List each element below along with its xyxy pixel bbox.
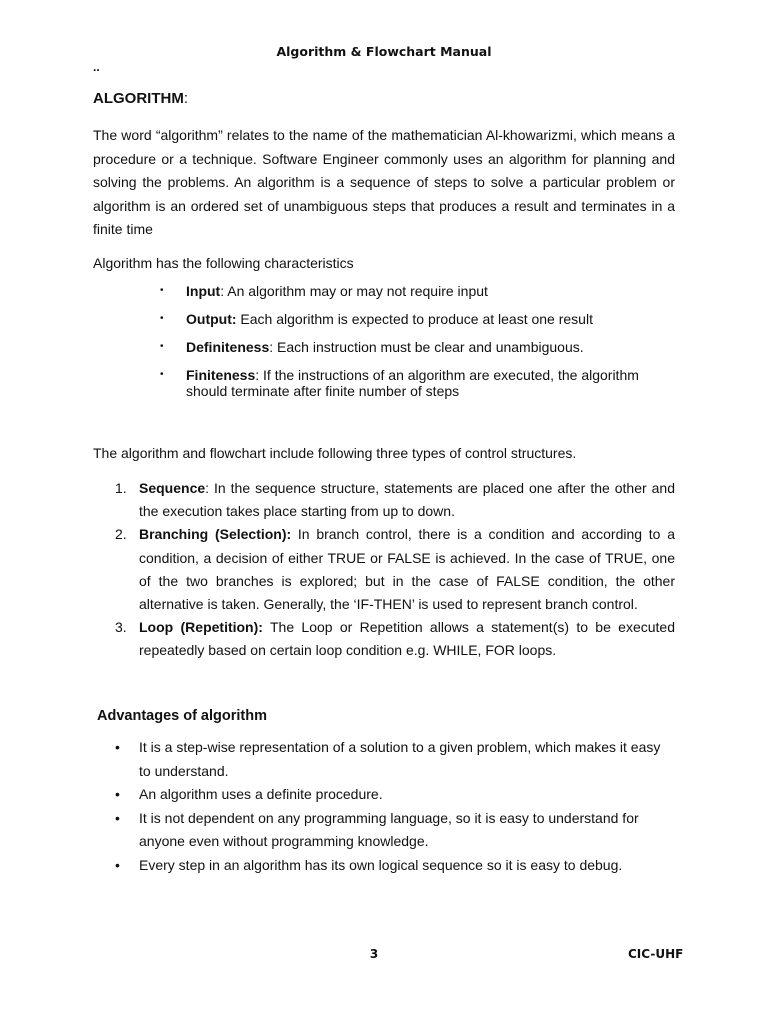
item-number: 2. [115, 526, 127, 543]
list-item [160, 311, 680, 327]
section-title-text: ALGORITHM [93, 90, 184, 107]
item-number: 3. [115, 619, 127, 636]
advantages-heading: Advantages of algorithm [97, 708, 267, 724]
description: : Each instruction must be clear and unambiguous. [269, 339, 584, 355]
footer-org: CIC-UHF [628, 947, 684, 961]
list-item [112, 477, 675, 523]
description: It is a step-wise representation of a solution to a given problem, which makes it easy to understand. [139, 739, 661, 779]
characteristics-list [160, 283, 680, 411]
characteristics-intro: Algorithm has the following characteristics [93, 255, 354, 271]
description: In branch control, there is a condition and according to a condition, a decision of either TRUE or FALSE is achieved. In the case of TRUE, one of the two branches is explored; but in the case of FALSE condition, the other alternative is taken. Generally, the ‘IF-THEN’ is used to represent branch control. [139, 526, 675, 613]
bullet-icon: • [160, 369, 164, 380]
bullet-icon: • [160, 285, 164, 296]
term: Input [186, 283, 221, 299]
header-title: Algorithm & Flowchart Manual [276, 44, 492, 59]
header-dots: .. [93, 60, 100, 74]
list-item [112, 783, 675, 807]
advantages-list [112, 736, 675, 877]
section-title [93, 90, 188, 107]
term: Loop (Repetition): [139, 619, 263, 636]
section-title-colon: : [183, 90, 188, 107]
term: Output: [186, 311, 237, 327]
list-item [112, 807, 675, 854]
bullet-icon: • [115, 809, 120, 826]
term: Finiteness [186, 367, 256, 383]
description: The Loop or Repetition allows a statement(s) to be executed repeatedly based on certain loop condition e.g. WHILE, FOR loops. [139, 619, 675, 659]
description: An algorithm uses a definite procedure. [139, 786, 383, 802]
description: : If the instructions of an algorithm are executed, the algorithm should terminate after finite number of steps [186, 367, 639, 399]
description: It is not dependent on any programming language, so it is easy to understand for anyone even without programming knowledge. [139, 809, 639, 849]
item-number: 1. [115, 480, 127, 496]
list-item [112, 736, 675, 783]
list-item [112, 616, 675, 662]
term: Definiteness [186, 339, 270, 355]
page-number: 3 [369, 947, 379, 961]
term: Sequence [139, 480, 206, 496]
list-item [160, 339, 680, 355]
list-item [112, 854, 675, 878]
bullet-icon: • [160, 341, 164, 352]
term: Branching (Selection): [139, 526, 292, 543]
description: : In the sequence structure, statements are placed one after the other and the execution takes place starting from up to down. [139, 480, 675, 520]
control-structures-list [112, 477, 675, 663]
description: Each algorithm is expected to produce at least one result [236, 311, 593, 327]
bullet-icon: • [160, 313, 164, 324]
control-structures-intro: The algorithm and flowchart include following three types of control structures. [93, 445, 577, 461]
description: : An algorithm may or may not require input [220, 283, 488, 299]
bullet-icon: • [115, 856, 120, 873]
bullet-icon: • [115, 739, 120, 755]
list-item [160, 367, 680, 399]
bullet-icon: • [115, 786, 120, 802]
description: Every step in an algorithm has its own logical sequence so it is easy to debug. [139, 856, 623, 873]
list-item [160, 283, 680, 299]
intro-paragraph: The word “algorithm” relates to the name of the mathematician Al-khowarizmi, which means a procedure or a technique. Software Engineer commonly uses an algorithm for planning and solving the problems. An algorithm is a sequence of steps to solve a particular problem or algorithm is an ordered set of unambiguous steps that produces a result and terminates in a finite time [93, 127, 675, 237]
list-item [112, 523, 675, 616]
